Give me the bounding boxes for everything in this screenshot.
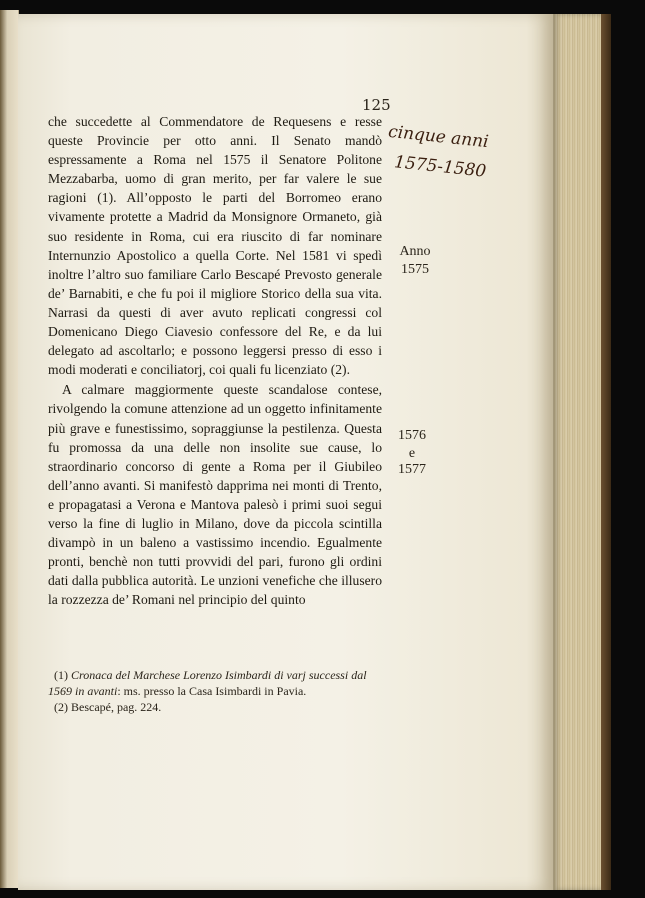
footnote-citation-source: : ms. presso la Casa Isimbardi in Pavia. — [117, 684, 307, 698]
margin-year: 1576 — [398, 428, 426, 443]
adjacent-page-edge — [0, 10, 19, 888]
page-edges — [553, 14, 611, 890]
paragraph: che succedette al Commendatore de Requesens e resse queste Provincie per otto anni. Il Senato mandò espressamente a Roma nel 1575 il Senatore Politone Mezzabarba, uomo di gran merito, per far valere le sue ragioni (1). All’opposto le parti del Borromeo erano vivamente protette a Madrid da Monsignore Ormaneto, già suo residente in Roma, cui era riuscito di far nominare Internunzio Apostolico a quella Corte. Nel 1581 vi spedì inoltre l’altro suo familiare Carlo Bescapé Prevosto generale de’ Barnabiti, e che fu poi il migliore Storico della sua vita. Narrasi da questi di aver avuto replicati congressi col Domenicano Diego Ciavesio confessore del Re, e da lui delegato ad ascoltarlo; e possono leggersi presso di esso i modi moderati e conciliatorj, coi quali fu licenziato (2). — [48, 114, 382, 378]
footnote-citation-title: Cronaca del Marchese Lorenzo Isimbardi di varj successi dal 1569 in avanti — [48, 668, 367, 698]
margin-year: 1575 — [401, 262, 429, 277]
footnote-2: (2) Bescapé, pag. 224. — [54, 700, 162, 714]
margin-anno-label: Anno — [399, 244, 431, 259]
paragraph: A calmare maggiormente queste scandalose contese, rivolgendo la comune attenzione ad un oggetto infinitamente più grave e funestissimo, sopraggiunse la pestilenza. Questa fu promossa da una delle non insolite sue cause, lo straordinario concorso di gente a Roma per il Giubileo dell’anno avanti. Si manifestò dapprima nei monti di Trento, e propagatasi a Verona e Mantova palesò i primi suoi segui verso la fine di luglio in Milano, dove da piccola scintilla divampò in un baleno a vastissimo incendio. Egualmente pronti, benchè non tutti provvidi del pari, furono gli ordini dati dalla pubblica autorità. Le unzioni venefiche che illusero la rozzezza de’ Romani nel principio del quinto — [48, 382, 382, 608]
footnotes — [48, 667, 382, 715]
body-text — [48, 112, 382, 609]
page-number: 125 — [362, 96, 391, 114]
margin-year: 1577 — [398, 462, 426, 477]
handwritten-line-2: 1575-1580 — [393, 152, 488, 182]
footnote-marker: (1) — [54, 668, 68, 682]
handwritten-line-1: cinque anni — [387, 121, 490, 153]
handwritten-annotation — [387, 121, 538, 195]
footnote-1 — [48, 667, 382, 699]
margin-conjunction: e — [408, 446, 416, 461]
